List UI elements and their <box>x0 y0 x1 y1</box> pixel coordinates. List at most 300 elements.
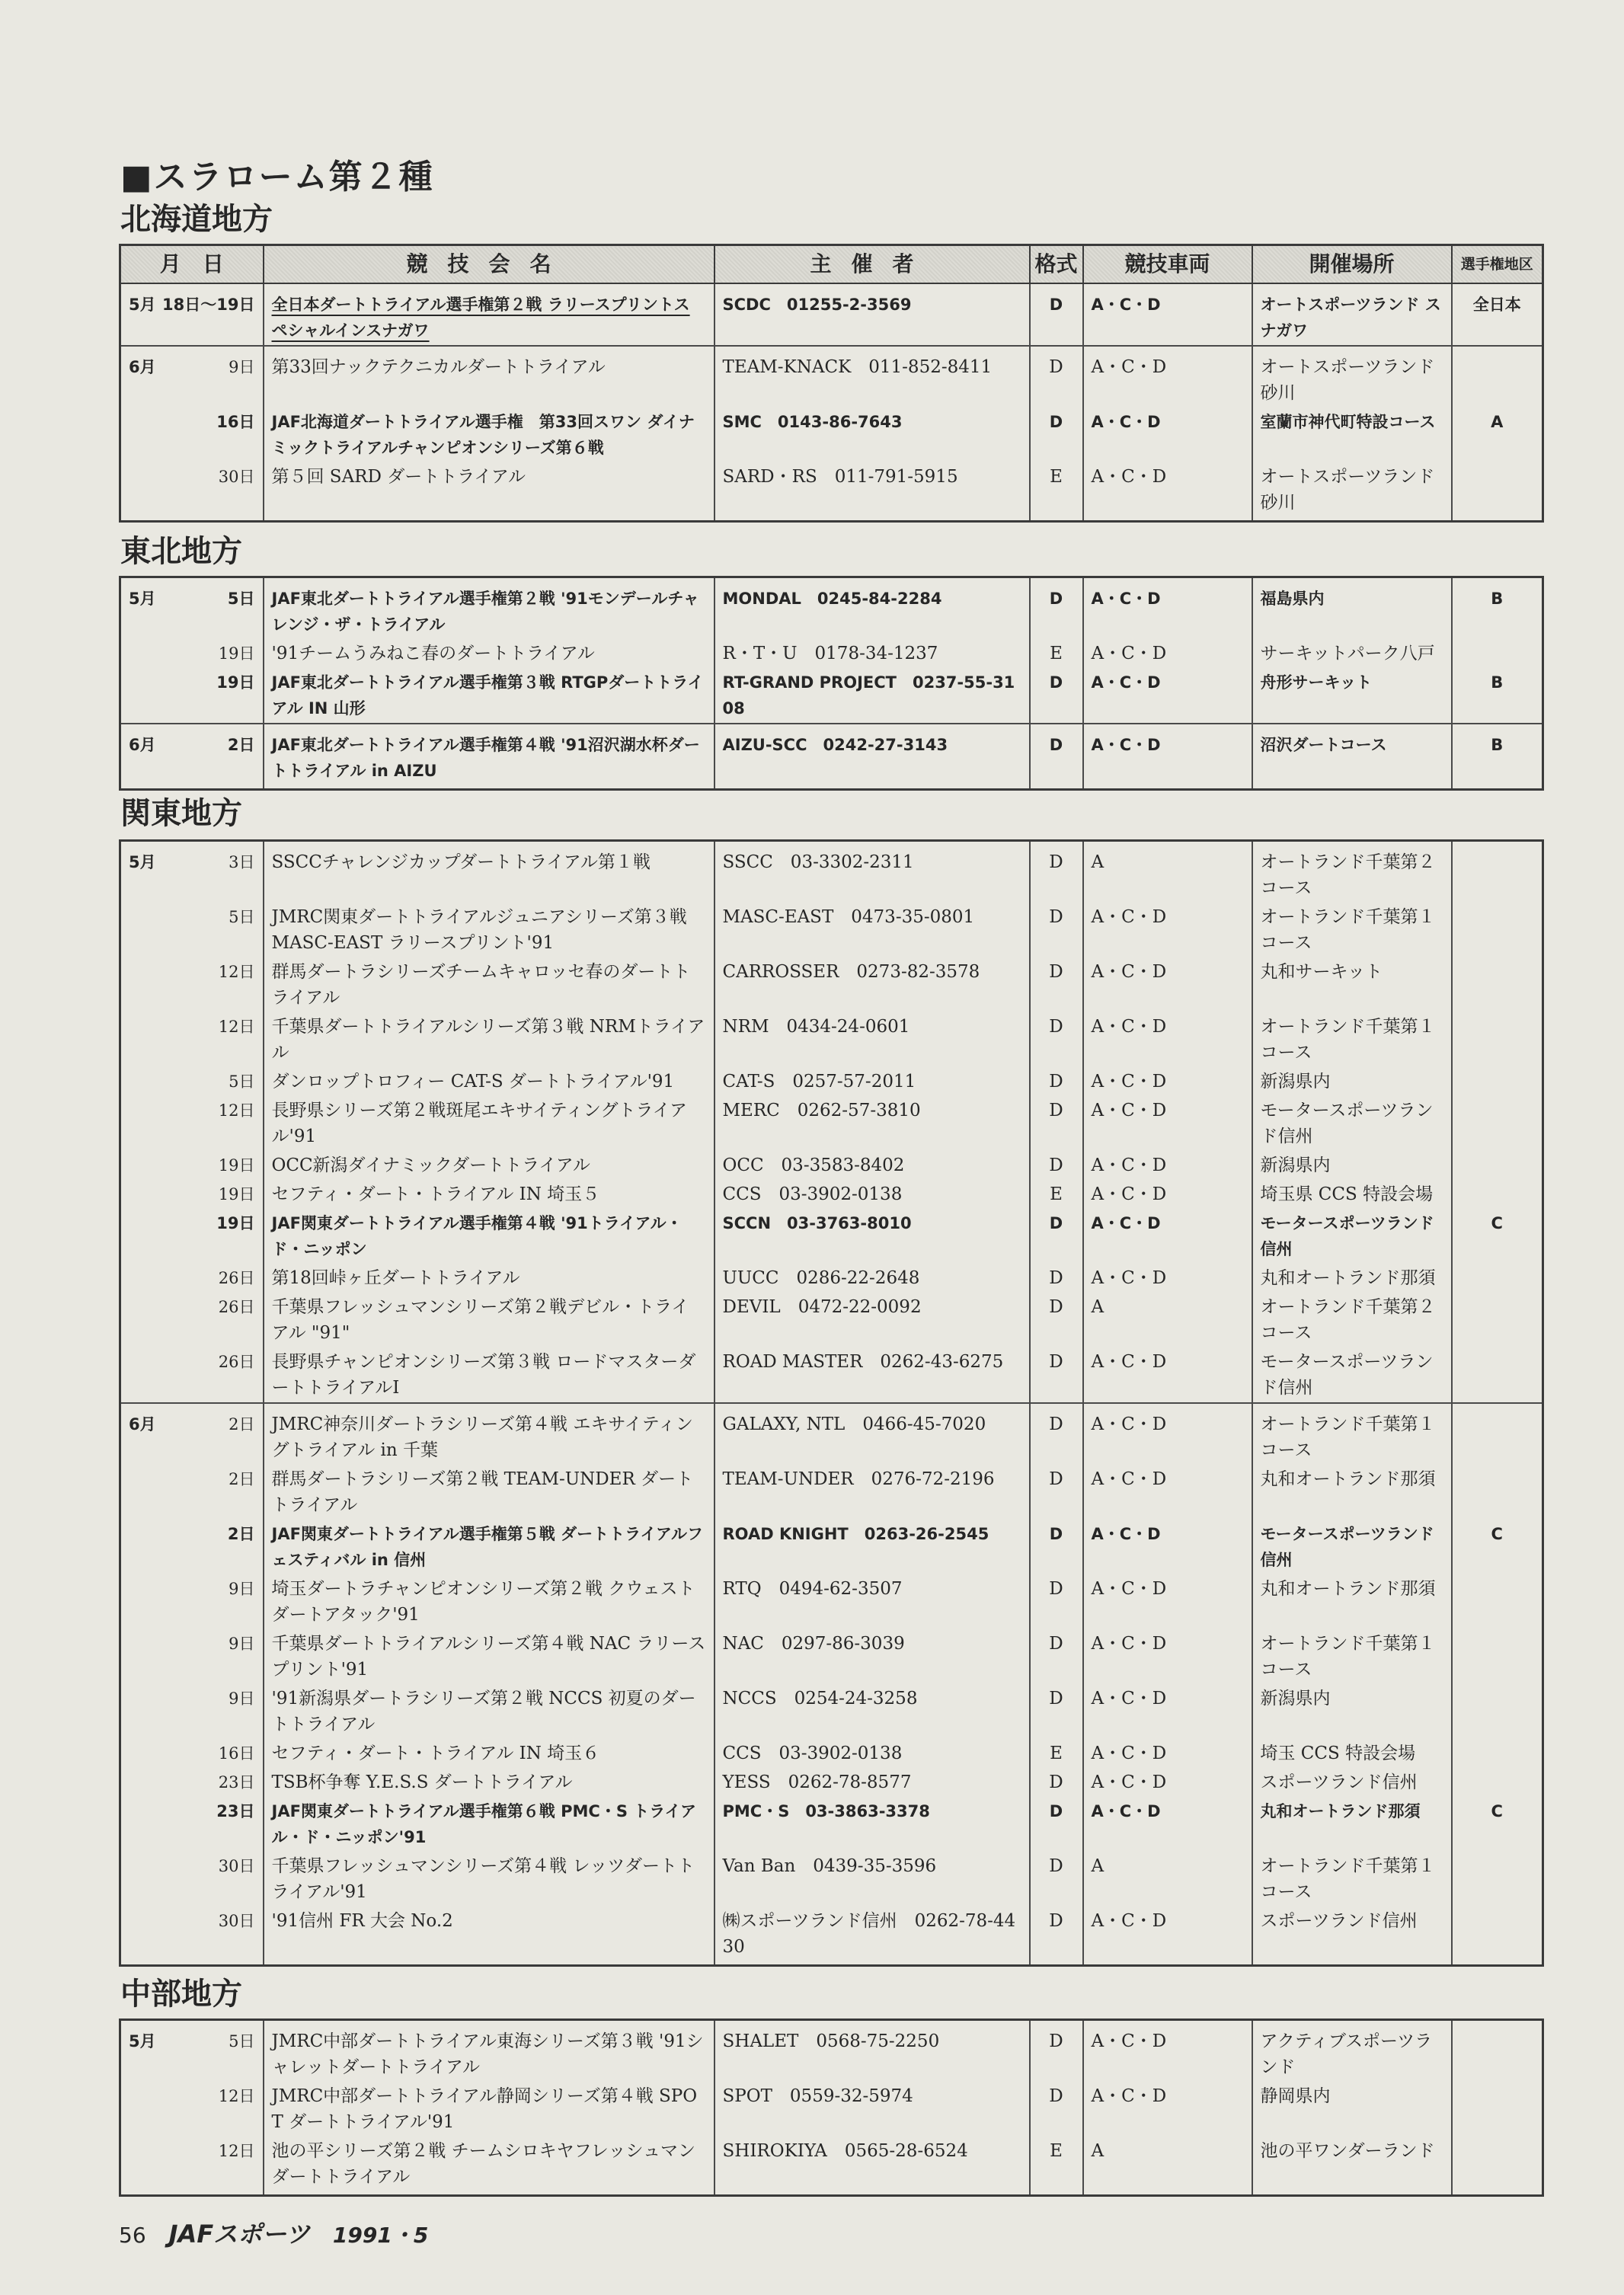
vehicle-class: A・C・D <box>1083 283 1252 346</box>
venue: オートランド千葉第２コース <box>1252 1293 1452 1347</box>
vehicle-class: A・C・D <box>1083 1067 1252 1096</box>
organizer: YESS 0262-78-8577 <box>714 1768 1030 1797</box>
event-row <box>120 957 1543 1012</box>
format: D <box>1030 2020 1083 2082</box>
vehicle-class: A・C・D <box>1083 1347 1252 1403</box>
event-day: 5日 <box>229 908 255 926</box>
championship-region <box>1452 2020 1543 2082</box>
format: E <box>1030 462 1083 522</box>
event-day: 9日 <box>229 1580 255 1598</box>
event-day: 2日 <box>229 1415 255 1434</box>
format: D <box>1030 724 1083 790</box>
event-day: 19日 <box>216 673 255 692</box>
event-day: 18日～19日 <box>162 296 255 314</box>
date-cell <box>120 1403 264 1465</box>
format: D <box>1030 1629 1083 1684</box>
format: E <box>1030 1739 1083 1768</box>
event-row <box>120 1264 1543 1293</box>
date-cell <box>120 1574 264 1629</box>
vehicle-class: A <box>1083 1293 1252 1347</box>
page-number: 56 <box>119 2223 146 2248</box>
venue: 丸和オートランド那須 <box>1252 1574 1452 1629</box>
event-day: 19日 <box>216 1214 255 1232</box>
event-name: TSB杯争奪 Y.E.S.S ダートトライアル <box>264 1768 714 1797</box>
organizer: MERC 0262-57-3810 <box>714 1096 1030 1151</box>
vehicle-class: A・C・D <box>1083 1096 1252 1151</box>
event-day: 23日 <box>216 1802 255 1820</box>
organizer: Van Ban 0439-35-3596 <box>714 1852 1030 1907</box>
venue: オートランド千葉第１コース <box>1252 903 1452 957</box>
venue: 舟形サーキット <box>1252 668 1452 724</box>
event-name: JAF東北ダートトライアル選手権第２戦 '91モンデールチャレンジ・ザ・トライアル <box>264 577 714 640</box>
organizer: NRM 0434-24-0601 <box>714 1012 1030 1067</box>
championship-region <box>1452 1629 1543 1684</box>
event-row <box>120 283 1543 346</box>
page-title: ■スラローム第２種 <box>120 158 434 197</box>
event-row <box>120 1347 1543 1403</box>
date-cell <box>120 577 264 640</box>
championship-region: B <box>1452 724 1543 790</box>
vehicle-class: A・C・D <box>1083 957 1252 1012</box>
event-row <box>120 2020 1543 2082</box>
organizer: CARROSSER 0273-82-3578 <box>714 957 1030 1012</box>
event-name: セフティ・ダート・トライアル IN 埼玉６ <box>264 1739 714 1768</box>
venue: モータースポーツランド信州 <box>1252 1347 1452 1403</box>
venue: オートスポーツランド スナガワ <box>1252 283 1452 346</box>
format: D <box>1030 841 1083 903</box>
event-day: 16日 <box>218 1744 255 1763</box>
event-row <box>120 462 1543 522</box>
championship-region: C <box>1452 1520 1543 1574</box>
event-name: 千葉県フレッシュマンシリーズ第２戦デビル・トライアル "91" <box>264 1293 714 1347</box>
event-row <box>120 577 1543 640</box>
venue: モータースポーツランド信州 <box>1252 1520 1452 1574</box>
venue: 丸和オートランド那須 <box>1252 1797 1452 1852</box>
organizer: CCS 03-3902-0138 <box>714 1739 1030 1768</box>
schedule-table-tohoku <box>119 576 1544 791</box>
header-region: 選手権地区 <box>1452 245 1543 284</box>
event-name: JAF東北ダートトライアル選手権第３戦 RTGPダートトライアル IN 山形 <box>264 668 714 724</box>
event-row <box>120 1629 1543 1684</box>
date-cell <box>120 283 264 346</box>
organizer: R・T・U 0178-34-1237 <box>714 639 1030 668</box>
date-cell <box>120 639 264 668</box>
magazine-logo: JAFスポーツ <box>168 2220 310 2249</box>
event-name: 群馬ダートラシリーズチームキャロッセ春のダートトライアル <box>264 957 714 1012</box>
venue: 埼玉 CCS 特設会場 <box>1252 1739 1452 1768</box>
event-day: 30日 <box>218 1912 255 1930</box>
event-row <box>120 1768 1543 1797</box>
header-venue: 開催場所 <box>1252 245 1452 284</box>
organizer: DEVIL 0472-22-0092 <box>714 1293 1030 1347</box>
format: D <box>1030 668 1083 724</box>
event-name: JAF関東ダートトライアル選手権第６戦 PMC・S トライアル・ド・ニッポン'91 <box>264 1797 714 1852</box>
championship-region <box>1452 1739 1543 1768</box>
event-day: 12日 <box>218 2087 255 2105</box>
event-row <box>120 1684 1543 1739</box>
venue: モータースポーツランド信州 <box>1252 1209 1452 1264</box>
vehicle-class: A・C・D <box>1083 2020 1252 2082</box>
championship-region <box>1452 462 1543 522</box>
organizer: SCDC 01255-2-3569 <box>714 283 1030 346</box>
format: D <box>1030 346 1083 408</box>
event-name: 千葉県フレッシュマンシリーズ第４戦 レッツダートトライアル'91 <box>264 1852 714 1907</box>
event-name: '91新潟県ダートラシリーズ第２戦 NCCS 初夏のダートトライアル <box>264 1684 714 1739</box>
date-cell <box>120 2082 264 2137</box>
event-day: 16日 <box>216 413 255 431</box>
championship-region <box>1452 841 1543 903</box>
region-heading: 中部地方 <box>120 1977 242 2012</box>
header-date: 月 日 <box>120 245 264 284</box>
header-organizer: 主催者 <box>714 245 1030 284</box>
championship-region <box>1452 2082 1543 2137</box>
date-cell <box>120 903 264 957</box>
date-cell <box>120 1768 264 1797</box>
event-name: '91チームうみねこ春のダートトライアル <box>264 639 714 668</box>
event-name: セフティ・ダート・トライアル IN 埼玉５ <box>264 1180 714 1209</box>
event-name: JMRC中部ダートトライアル静岡シリーズ第４戦 SPOT ダートトライアル'91 <box>264 2082 714 2137</box>
date-cell <box>120 346 264 408</box>
organizer: CAT-S 0257-57-2011 <box>714 1067 1030 1096</box>
event-row <box>120 724 1543 790</box>
date-cell <box>120 1012 264 1067</box>
schedule-table-kanto <box>119 839 1544 1967</box>
date-cell <box>120 1151 264 1180</box>
date-cell <box>120 2137 264 2196</box>
event-day: 19日 <box>218 1185 255 1203</box>
event-day: 2日 <box>227 736 255 754</box>
championship-region <box>1452 1907 1543 1966</box>
event-name: 長野県シリーズ第２戦斑尾エキサイティングトライアル'91 <box>264 1096 714 1151</box>
event-name: JAF東北ダートトライアル選手権第４戦 '91沼沢湖水杯ダートトライアル in AIZU <box>264 724 714 790</box>
vehicle-class: A・C・D <box>1083 1151 1252 1180</box>
date-cell <box>120 1520 264 1574</box>
date-cell <box>120 1684 264 1739</box>
championship-region <box>1452 903 1543 957</box>
format: D <box>1030 1684 1083 1739</box>
venue: 丸和オートランド那須 <box>1252 1465 1452 1520</box>
vehicle-class: A・C・D <box>1083 639 1252 668</box>
date-cell <box>120 1096 264 1151</box>
format: D <box>1030 408 1083 462</box>
event-day: 12日 <box>218 1018 255 1036</box>
event-name: JMRC関東ダートトライアルジュニアシリーズ第３戦 MASC-EAST ラリースプリント'91 <box>264 903 714 957</box>
organizer: RT-GRAND PROJECT 0237-55-3108 <box>714 668 1030 724</box>
event-day: 9日 <box>229 1689 255 1708</box>
event-name: OCC新潟ダイナミックダートトライアル <box>264 1151 714 1180</box>
vehicle-class: A・C・D <box>1083 1180 1252 1209</box>
event-row <box>120 1465 1543 1520</box>
format: D <box>1030 1012 1083 1067</box>
organizer: TEAM-UNDER 0276-72-2196 <box>714 1465 1030 1520</box>
venue: オートランド千葉第１コース <box>1252 1012 1452 1067</box>
organizer: MONDAL 0245-84-2284 <box>714 577 1030 640</box>
format: D <box>1030 1209 1083 1264</box>
championship-region: C <box>1452 1209 1543 1264</box>
championship-region <box>1452 1403 1543 1465</box>
schedule-table-hokkaido <box>119 244 1544 523</box>
vehicle-class: A・C・D <box>1083 1209 1252 1264</box>
organizer: ㈱スポーツランド信州 0262-78-4430 <box>714 1907 1030 1966</box>
championship-region: 全日本 <box>1452 283 1543 346</box>
vehicle-class: A・C・D <box>1083 577 1252 640</box>
event-name: JAF関東ダートトライアル選手権第５戦 ダートトライアルフェスティバル in 信州 <box>264 1520 714 1574</box>
event-name: 長野県チャンピオンシリーズ第３戦 ロードマスターダートトライアルⅠ <box>264 1347 714 1403</box>
event-row <box>120 408 1543 462</box>
event-day: 2日 <box>229 1470 255 1488</box>
organizer: RTQ 0494-62-3507 <box>714 1574 1030 1629</box>
organizer: SARD・RS 011-791-5915 <box>714 462 1030 522</box>
organizer: AIZU-SCC 0242-27-3143 <box>714 724 1030 790</box>
vehicle-class: A <box>1083 841 1252 903</box>
event-day: 26日 <box>218 1298 255 1316</box>
vehicle-class: A・C・D <box>1083 1264 1252 1293</box>
event-month: 5月 <box>129 853 156 871</box>
vehicle-class: A・C・D <box>1083 1739 1252 1768</box>
event-row <box>120 1574 1543 1629</box>
event-name: 池の平シリーズ第２戦 チームシロキヤフレッシュマンダートトライアル <box>264 2137 714 2196</box>
format: D <box>1030 1067 1083 1096</box>
vehicle-class: A・C・D <box>1083 724 1252 790</box>
event-name: ダンロップトロフィー CAT-S ダートトライアル'91 <box>264 1067 714 1096</box>
event-month: 5月 <box>129 590 156 608</box>
venue: 室蘭市神代町特設コース <box>1252 408 1452 462</box>
vehicle-class: A・C・D <box>1083 1012 1252 1067</box>
event-name-text: 全日本ダートトライアル選手権第２戦 ラリースプリントスペシャルインスナガワ <box>271 296 690 340</box>
event-row <box>120 346 1543 408</box>
date-cell <box>120 1907 264 1966</box>
event-day: 19日 <box>218 644 255 663</box>
date-cell <box>120 1293 264 1347</box>
date-cell <box>120 1347 264 1403</box>
venue: スポーツランド信州 <box>1252 1768 1452 1797</box>
vehicle-class: A・C・D <box>1083 1403 1252 1465</box>
championship-region: C <box>1452 1797 1543 1852</box>
format: D <box>1030 1347 1083 1403</box>
organizer: TEAM-KNACK 011-852-8411 <box>714 346 1030 408</box>
event-row <box>120 1180 1543 1209</box>
event-row <box>120 841 1543 903</box>
event-day: 3日 <box>229 853 255 871</box>
event-row <box>120 668 1543 724</box>
event-day: 23日 <box>218 1773 255 1792</box>
venue: モータースポーツランド信州 <box>1252 1096 1452 1151</box>
region-heading: 東北地方 <box>120 534 242 569</box>
event-day: 30日 <box>218 1857 255 1875</box>
venue: 新潟県内 <box>1252 1684 1452 1739</box>
date-cell <box>120 957 264 1012</box>
vehicle-class: A・C・D <box>1083 1520 1252 1574</box>
schedule-table-chubu <box>119 2019 1544 2197</box>
date-cell <box>120 408 264 462</box>
date-cell <box>120 1209 264 1264</box>
date-cell <box>120 2020 264 2082</box>
vehicle-class: A・C・D <box>1083 1684 1252 1739</box>
organizer: UUCC 0286-22-2648 <box>714 1264 1030 1293</box>
event-row <box>120 1797 1543 1852</box>
championship-region <box>1452 1852 1543 1907</box>
issue-number: 1991・5 <box>332 2223 429 2248</box>
vehicle-class: A・C・D <box>1083 1629 1252 1684</box>
event-day: 19日 <box>218 1156 255 1175</box>
organizer: MASC-EAST 0473-35-0801 <box>714 903 1030 957</box>
event-month: 5月 <box>129 2032 156 2050</box>
region-heading: 関東地方 <box>120 796 242 831</box>
date-cell <box>120 1629 264 1684</box>
organizer: NCCS 0254-24-3258 <box>714 1684 1030 1739</box>
event-month: 6月 <box>129 736 156 754</box>
vehicle-class: A <box>1083 2137 1252 2196</box>
venue: オートランド千葉第２コース <box>1252 841 1452 903</box>
championship-region <box>1452 1768 1543 1797</box>
championship-region <box>1452 957 1543 1012</box>
event-name: JAF関東ダートトライアル選手権第４戦 '91トライアル・ド・ニッポン <box>264 1209 714 1264</box>
page-footer <box>119 2215 428 2250</box>
venue: アクティブスポーツランド <box>1252 2020 1452 2082</box>
championship-region <box>1452 1012 1543 1067</box>
championship-region <box>1452 1465 1543 1520</box>
event-name: 第５回 SARD ダートトライアル <box>264 462 714 522</box>
championship-region <box>1452 639 1543 668</box>
event-name: 千葉県ダートトライアルシリーズ第４戦 NAC ラリースプリント'91 <box>264 1629 714 1684</box>
championship-region <box>1452 346 1543 408</box>
date-cell <box>120 841 264 903</box>
event-name: 第18回峠ヶ丘ダートトライアル <box>264 1264 714 1293</box>
format: D <box>1030 1574 1083 1629</box>
event-row <box>120 1012 1543 1067</box>
date-cell <box>120 1465 264 1520</box>
event-row <box>120 1907 1543 1966</box>
venue: 沼沢ダートコース <box>1252 724 1452 790</box>
format: D <box>1030 1403 1083 1465</box>
format: D <box>1030 283 1083 346</box>
event-row <box>120 2082 1543 2137</box>
event-row <box>120 1739 1543 1768</box>
format: E <box>1030 2137 1083 2196</box>
event-row <box>120 1151 1543 1180</box>
event-day: 5日 <box>229 1072 255 1091</box>
date-cell <box>120 1067 264 1096</box>
venue: スポーツランド信州 <box>1252 1907 1452 1966</box>
venue: 丸和オートランド那須 <box>1252 1264 1452 1293</box>
vehicle-class: A・C・D <box>1083 1907 1252 1966</box>
vehicle-class: A・C・D <box>1083 408 1252 462</box>
format: D <box>1030 577 1083 640</box>
organizer: SPOT 0559-32-5974 <box>714 2082 1030 2137</box>
date-cell <box>120 462 264 522</box>
format: D <box>1030 1096 1083 1151</box>
venue: オートスポーツランド 砂川 <box>1252 346 1452 408</box>
championship-region <box>1452 1180 1543 1209</box>
date-cell <box>120 1739 264 1768</box>
event-day: 12日 <box>218 1101 255 1120</box>
format: E <box>1030 1180 1083 1209</box>
vehicle-class: A・C・D <box>1083 1768 1252 1797</box>
event-month: 6月 <box>129 358 156 376</box>
format: D <box>1030 957 1083 1012</box>
event-day: 12日 <box>218 2142 255 2160</box>
event-day: 30日 <box>218 468 255 486</box>
event-name <box>264 283 714 346</box>
organizer: SCCN 03-3763-8010 <box>714 1209 1030 1264</box>
event-name: JMRC神奈川ダートラシリーズ第４戦 エキサイティングトライアル in 千葉 <box>264 1403 714 1465</box>
format: D <box>1030 1264 1083 1293</box>
date-cell <box>120 1797 264 1852</box>
championship-region: B <box>1452 668 1543 724</box>
format: D <box>1030 1768 1083 1797</box>
venue: サーキットパーク八戸 <box>1252 639 1452 668</box>
event-day: 26日 <box>218 1269 255 1287</box>
organizer: PMC・S 03-3863-3378 <box>714 1797 1030 1852</box>
organizer: NAC 0297-86-3039 <box>714 1629 1030 1684</box>
organizer: SHIROKIYA 0565-28-6524 <box>714 2137 1030 2196</box>
vehicle-class: A・C・D <box>1083 462 1252 522</box>
format: E <box>1030 639 1083 668</box>
event-name: 第33回ナックテクニカルダートトライアル <box>264 346 714 408</box>
event-name: 千葉県ダートトライアルシリーズ第３戦 NRMトライアル <box>264 1012 714 1067</box>
event-name: 埼玉ダートラチャンピオンシリーズ第２戦 クウェストダートアタック'91 <box>264 1574 714 1629</box>
format: D <box>1030 1852 1083 1907</box>
format: D <box>1030 1465 1083 1520</box>
venue: オートランド千葉第１コース <box>1252 1629 1452 1684</box>
event-name: JMRC中部ダートトライアル東海シリーズ第３戦 '91シャレットダートトライアル <box>264 2020 714 2082</box>
vehicle-class: A・C・D <box>1083 2082 1252 2137</box>
venue: 新潟県内 <box>1252 1067 1452 1096</box>
date-cell <box>120 668 264 724</box>
format: D <box>1030 903 1083 957</box>
championship-region <box>1452 1684 1543 1739</box>
event-row <box>120 1209 1543 1264</box>
venue: 新潟県内 <box>1252 1151 1452 1180</box>
organizer: GALAXY, NTL 0466-45-7020 <box>714 1403 1030 1465</box>
championship-region: A <box>1452 408 1543 462</box>
event-day: 9日 <box>229 358 255 376</box>
venue: 静岡県内 <box>1252 2082 1452 2137</box>
venue: オートランド千葉第１コース <box>1252 1403 1452 1465</box>
format: D <box>1030 1797 1083 1852</box>
region-heading: 北海道地方 <box>120 202 273 237</box>
event-row <box>120 1096 1543 1151</box>
event-name: 群馬ダートラシリーズ第２戦 TEAM-UNDER ダートトライアル <box>264 1465 714 1520</box>
event-month: 5月 <box>129 296 156 314</box>
vehicle-class: A・C・D <box>1083 1574 1252 1629</box>
championship-region <box>1452 1293 1543 1347</box>
organizer: OCC 03-3583-8402 <box>714 1151 1030 1180</box>
date-cell <box>120 1264 264 1293</box>
event-day: 5日 <box>227 590 255 608</box>
venue: 丸和サーキット <box>1252 957 1452 1012</box>
event-row <box>120 903 1543 957</box>
event-day: 2日 <box>227 1525 255 1543</box>
format: D <box>1030 1907 1083 1966</box>
event-name: JAF北海道ダートトライアル選手権 第33回スワン ダイナミックトライアルチャンピオンシリーズ第６戦 <box>264 408 714 462</box>
venue: 埼玉県 CCS 特設会場 <box>1252 1180 1452 1209</box>
organizer: SHALET 0568-75-2250 <box>714 2020 1030 2082</box>
format: D <box>1030 1293 1083 1347</box>
date-cell <box>120 1180 264 1209</box>
organizer: ROAD MASTER 0262-43-6275 <box>714 1347 1030 1403</box>
event-day: 9日 <box>229 1635 255 1653</box>
organizer: ROAD KNIGHT 0263-26-2545 <box>714 1520 1030 1574</box>
championship-region <box>1452 1264 1543 1293</box>
format: D <box>1030 1151 1083 1180</box>
event-day: 12日 <box>218 963 255 981</box>
venue: 福島県内 <box>1252 577 1452 640</box>
venue: オートスポーツランド 砂川 <box>1252 462 1452 522</box>
championship-region <box>1452 1067 1543 1096</box>
championship-region <box>1452 2137 1543 2196</box>
championship-region <box>1452 1347 1543 1403</box>
